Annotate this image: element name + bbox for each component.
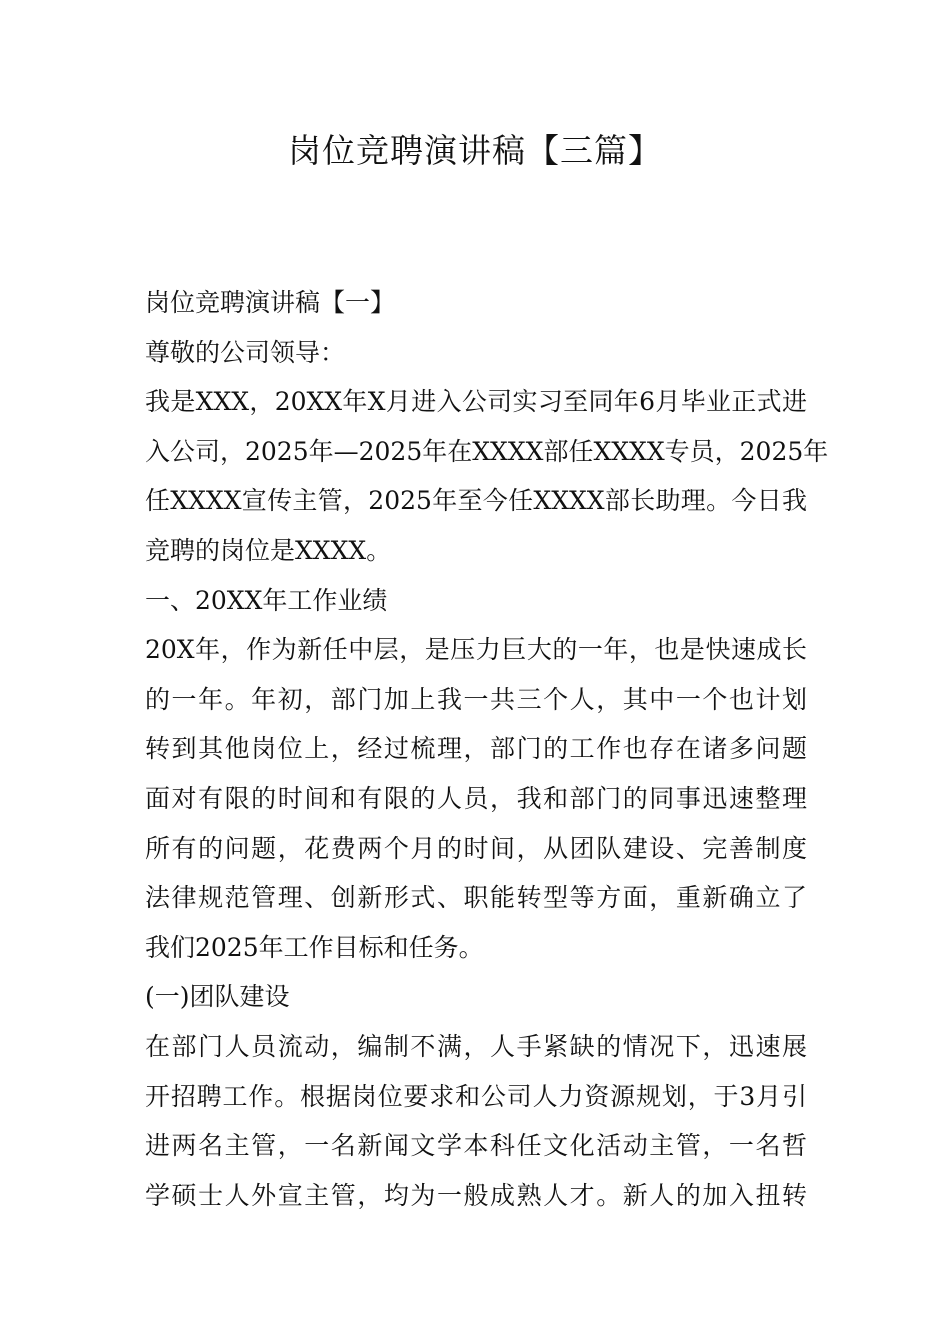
paragraph-line: 的一年。年初，部门加上我一共三个人，其中一个也计划 — [145, 684, 807, 714]
subsection-heading: (一)团队建设 — [145, 982, 290, 1012]
paragraph-line: 任XXXX宣传主管，2025年至今任XXXX部长助理。今日我 — [145, 486, 807, 516]
section-heading: 岗位竞聘演讲稿【一】 — [145, 288, 396, 317]
paragraph-line: 进两名主管，一名新闻文学本科任文化活动主管，一名哲 — [145, 1131, 807, 1161]
paragraph-line: 开招聘工作。根据岗位要求和公司人力资源规划，于3月引 — [145, 1081, 807, 1111]
document-title: 岗位竞聘演讲稿【三篇】 — [288, 131, 662, 170]
salutation: 尊敬的公司领导： — [145, 337, 346, 367]
paragraph-line: 入公司，2025年—2025年在XXXX部任XXXX专员，2025年 — [145, 436, 829, 466]
paragraph-line: 转到其他岗位上，经过梳理，部门的工作也存在诸多问题 — [145, 734, 807, 764]
paragraph-line: 所有的问题，花费两个月的时间，从团队建设、完善制度 — [145, 833, 807, 863]
document-body — [145, 278, 829, 1220]
paragraph-line: 我是XXX，20XX年X月进入公司实习至同年6月毕业正式进 — [145, 387, 807, 417]
paragraph-line: 竞聘的岗位是XXXX。 — [145, 535, 392, 565]
paragraph-line: 面对有限的时间和有限的人员，我和部门的同事迅速整理 — [145, 783, 807, 813]
subsection-heading: 一、20XX年工作业绩 — [145, 585, 388, 615]
paragraph-line: 在部门人员流动，编制不满，人手紧缺的情况下，迅速展 — [145, 1031, 807, 1061]
paragraph-line: 法律规范管理、创新形式、职能转型等方面，重新确立了 — [145, 883, 807, 913]
paragraph-line: 学硕士人外宣主管，均为一般成熟人才。新人的加入扭转 — [145, 1180, 807, 1210]
paragraph-line: 20X年，作为新任中层，是压力巨大的一年，也是快速成长 — [145, 635, 807, 665]
paragraph-line: 我们2025年工作目标和任务。 — [145, 932, 484, 962]
